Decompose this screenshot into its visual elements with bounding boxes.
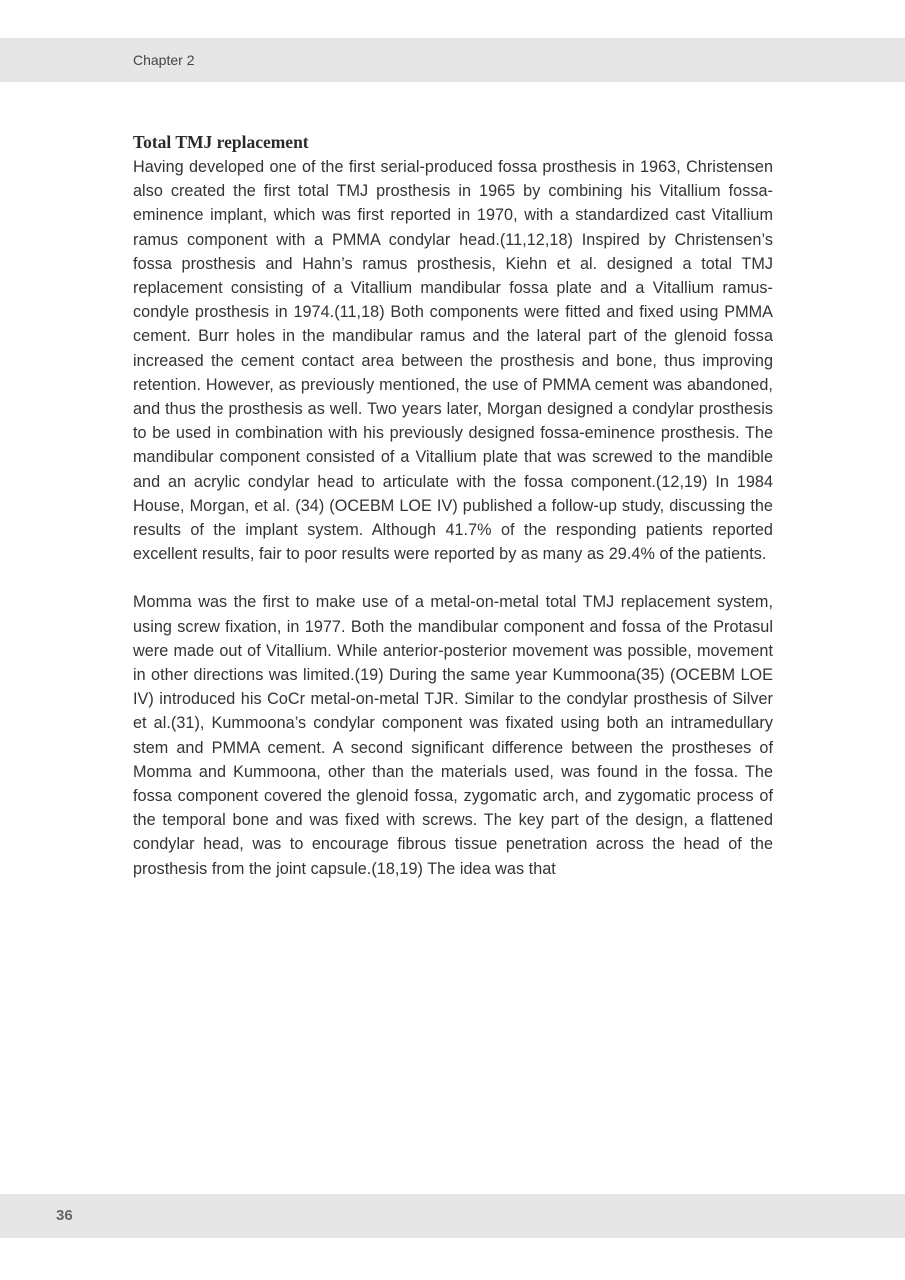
paragraph: Having developed one of the first serial-produced fossa prosthesis in 1963, Christensen also created the first total TMJ prosthesis in 1965 by combining his Vitallium fossa-eminence implant, which was first reported in 1970, with a standardized cast Vitallium ramus component with a PMMA condylar head.(11,12,18) Inspired by Christensen’s fossa prosthesis and Hahn’s ramus prosthesis, Kiehn et al. designed a total TMJ replacement consisting of a Vitallium mandibular fossa plate and a Vitallium ramus-condyle prosthesis in 1974.(11,18) Both components were fitted and fixed using PMMA cement. Burr holes in the mandibular ramus and the lateral part of the glenoid fossa increased the cement contact area between the prosthesis and bone, thus improving retention. However, as previously mentioned, the use of PMMA cement was abandoned, and thus the prosthesis as well. Two years later, Morgan designed a condylar prosthesis to be used in combination with his previously designed fossa-eminence prosthesis. The mandibular component consisted of a Vitallium plate that was screwed to the mandible and an acrylic condylar head to articulate with the fossa component.(12,19) In 1984 House, Morgan, et al. (34) (OCEBM LOE IV) published a follow-up study, discussing the results of the implant system. Although 41.7% of the responding patients reported excellent results, fair to poor results were reported by as many as 29.4% of the patients.: [133, 158, 773, 564]
running-footer: [0, 1194, 905, 1238]
page-number: 36: [56, 1207, 73, 1224]
paragraph: Momma was the first to make use of a metal-on-metal total TMJ replacement system, using screw fixation, in 1977. Both the mandibular component and fossa of the Protasul were made out of Vitallium. While anterior-posterior movement was possible, movement in other directions was limited.(19) During the same year Kummoona(35) (OCEBM LOE IV) introduced his CoCr metal-on-metal TJR. Similar to the condylar prosthesis of Silver et al.(31), Kummoona’s condylar component was fixated using both an intramedullary stem and PMMA cement. A second significant difference between the prostheses of Momma and Kummoona, other than the materials used, was found in the fossa. The fossa component covered the glenoid fossa, zygomatic arch, and zygomatic process of the temporal bone and was fixed with screws. The key part of the design, a flattened condylar head, was to encourage fibrous tissue penetration across the head of the prosthesis from the joint capsule.(18,19) The idea was that: [133, 593, 773, 878]
page-body: [133, 130, 773, 881]
running-header: [0, 38, 905, 82]
chapter-label: Chapter 2: [133, 52, 195, 68]
section-heading: Total TMJ replacement: [133, 132, 309, 152]
